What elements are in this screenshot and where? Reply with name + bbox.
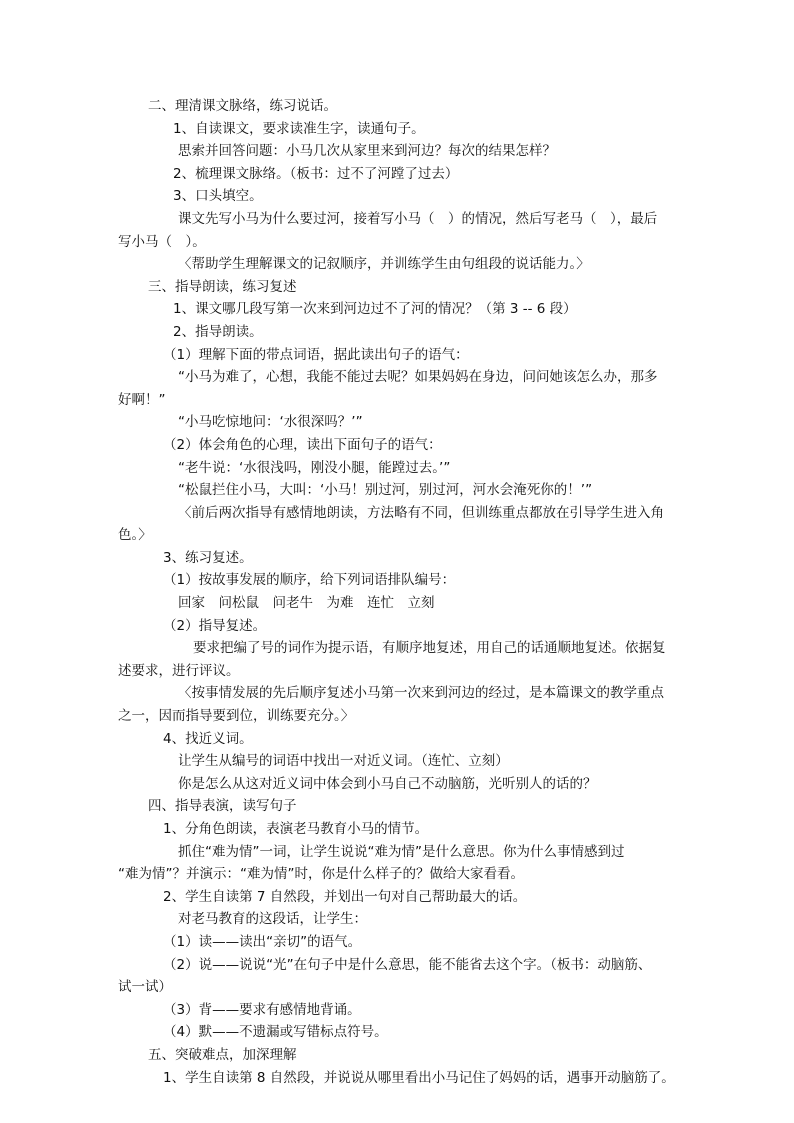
body-line: 思索并回答问题：小马几次从家里来到河边？每次的结果怎样？ bbox=[178, 143, 556, 160]
step-line: 3、口头填空。 bbox=[173, 188, 263, 205]
quote-line: “松鼠拦住小马，大叫：‘小马！别过河，别过河，河水会淹死你的！’” bbox=[178, 482, 593, 499]
sub-step-line: （4）默——不遗漏或写错标点符号。 bbox=[163, 1024, 388, 1041]
quote-line: “老牛说：‘水很浅吗，刚没小腿，能蹚过去。’” bbox=[178, 459, 451, 476]
sub-step-line: （1）理解下面的带点词语，据此读出句子的语气： bbox=[163, 346, 469, 363]
body-line: “难为情”？并演示：“难为情”时，你是什么样子的？做给大家看看。 bbox=[118, 866, 524, 883]
body-line: 要求把编了号的词作为提示语，有顺序地复述，用自己的话通顺地复述。依据复 bbox=[193, 640, 666, 657]
body-line: 让学生从编号的词语中找出一对近义词。（连忙、立刻） bbox=[178, 753, 509, 770]
body-line: 对老马教育的这段话，让学生： bbox=[178, 911, 367, 928]
body-line: 写小马（ ）。 bbox=[118, 233, 206, 250]
step-line: 1、自读课文，要求读准生字，读通句子。 bbox=[173, 120, 425, 137]
section-heading: 五、突破难点，加深理解 bbox=[148, 1046, 297, 1063]
note-line: 色。〉 bbox=[118, 527, 152, 544]
section-heading: 三、指导朗读，练习复述 bbox=[148, 278, 297, 295]
body-line: 试一试） bbox=[118, 979, 172, 996]
step-line: 4、找近义词。 bbox=[163, 730, 253, 747]
note-line: 之一，因而指导要到位，训练要充分。〉 bbox=[118, 708, 355, 725]
note-line: 〈按事情发展的先后顺序复述小马第一次来到河边的经过，是本篇课文的教学重点 bbox=[178, 685, 664, 702]
note-line: 〈前后两次指导有感情地朗读，方法略有不同，但训练重点都放在引导学生进入角 bbox=[178, 504, 664, 521]
note-line: 〈帮助学生理解课文的记叙顺序，并训练学生由句组段的说话能力。〉 bbox=[178, 256, 590, 273]
body-line: 抓住“难为情”一词，让学生说说“难为情”是什么意思。你为什么事情感到过 bbox=[178, 843, 625, 860]
quote-line: 好啊！” bbox=[118, 391, 166, 408]
body-line: 你是怎么从这对近义词中体会到小马自己不动脑筋，光听别人的话的？ bbox=[178, 775, 597, 792]
section-heading: 四、指导表演，读写句子 bbox=[148, 798, 297, 815]
step-line: 1、分角色朗读，表演老马教育小马的情节。 bbox=[163, 821, 429, 837]
sub-step-line: （1）读——读出“亲切”的语气。 bbox=[163, 933, 362, 950]
step-line: 2、指导朗读。 bbox=[173, 323, 263, 340]
step-line: 1、学生自读第 8 自然段，并说说从哪里看出小马记住了妈妈的话，遇事开动脑筋了。 bbox=[163, 1069, 675, 1086]
sub-step-line: （3）背——要求有感情地背诵。 bbox=[163, 1001, 361, 1018]
quote-line: “小马吃惊地问：‘水很深吗？’” bbox=[178, 414, 363, 431]
sub-step-line: （2）说——说说“光”在句子中是什么意思，能不能省去这个字。（板书：动脑筋、 bbox=[163, 956, 652, 973]
step-line: 2、学生自读第 7 自然段，并划出一句对自己帮助最大的话。 bbox=[163, 888, 527, 905]
lesson-plan-text bbox=[118, 95, 678, 1089]
sub-step-line: （1）按故事发展的顺序，给下列词语排队编号： bbox=[163, 572, 456, 589]
body-line: 课文先写小马为什么要过河，接着写小马（ ）的情况，然后写老马（ ），最后 bbox=[178, 210, 658, 227]
sub-step-line: （2）指导复述。 bbox=[163, 617, 267, 634]
sub-step-line: （2）体会角色的心理，读出下面句子的语气： bbox=[163, 436, 442, 453]
body-line: 述要求，进行评议。 bbox=[118, 662, 240, 679]
word-list-line: 回家 问松鼠 问老牛 为难 连忙 立刻 bbox=[178, 595, 435, 612]
quote-line: “小马为难了，心想，我能不能过去呢？如果妈妈在身边，问问她该怎么办，那多 bbox=[178, 369, 658, 386]
step-line: 2、梳理课文脉络。（板书：过不了河蹚了过去） bbox=[173, 165, 459, 182]
step-line: 1、课文哪几段写第一次来到河边过不了河的情况？（第 3 -- 6 段） bbox=[173, 301, 577, 318]
step-line: 3、练习复述。 bbox=[163, 549, 253, 566]
section-heading: 二、理清课文脉络，练习说话。 bbox=[148, 98, 337, 114]
